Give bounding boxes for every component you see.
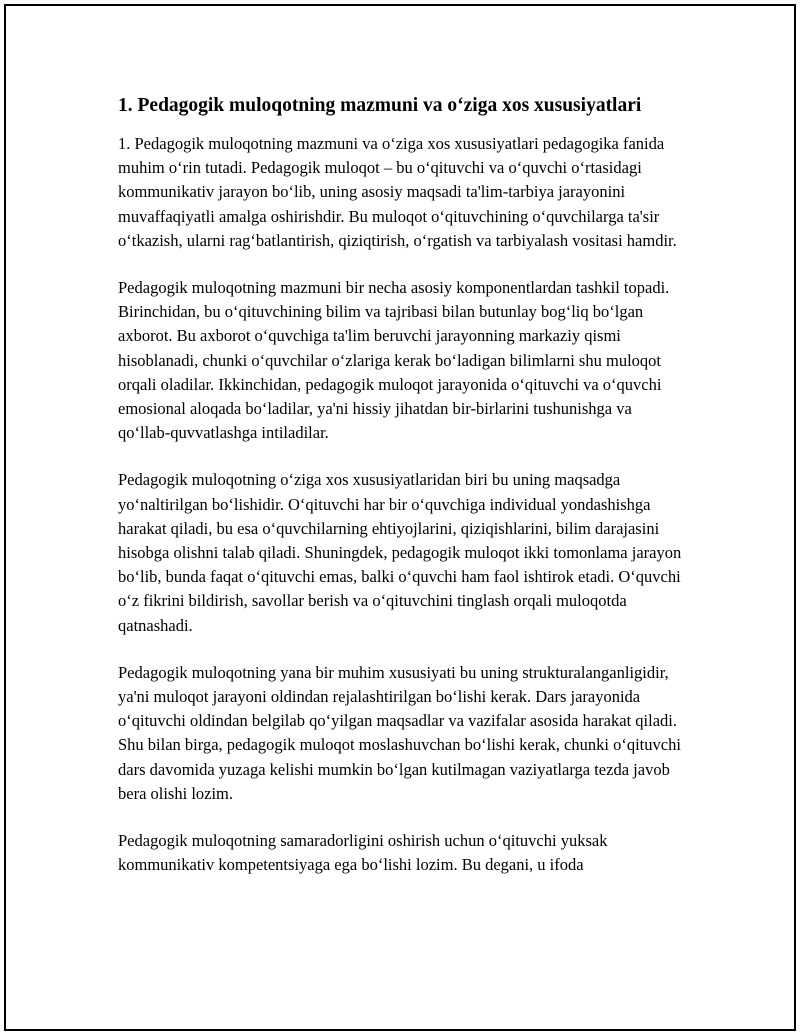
paragraph-2: Pedagogik muloqotning mazmuni bir necha asosiy komponentlardan tashkil topadi. Birinchidan, bu o‘qituvchining bilim va tajribasi bilan butunlay bog‘liq bo‘lgan axborot. Bu axborot o‘quvchiga ta'lim beruvchi jarayonning markaziy qismi hisoblanadi, chunki o‘quvchilar o‘zlariga kerak bo‘ladigan bilimlarni shu muloqot orqali oladilar. Ikkinchidan, pedagogik muloqot jarayonida o‘qituvchi va o‘quvchi emosional aloqada bo‘ladilar, ya'ni hissiy jihatdan bir-birlarini tushunishga va qo‘llab-quvvatlashga intiladilar. xyxy=(118,278,670,443)
paragraph-5: Pedagogik muloqotning samaradorligini oshirish uchun o‘qituvchi yuksak kommunikativ kompetentsiyaga ega bo‘lishi lozim. Bu degani, u ifoda xyxy=(118,831,608,875)
document-body xyxy=(118,92,688,900)
paragraph-4: Pedagogik muloqotning yana bir muhim xususiyati bu uning strukturalanganligidir, ya'ni muloqot jarayoni oldindan rejalashtirilgan bo‘lishi kerak. Dars jarayonida o‘qituvchi oldindan belgilab qo‘yilgan maqsadlar va vazifalar asosida harakat qiladi. Shu bilan birga, pedagogik muloqot moslashuvchan bo‘lishi kerak, chunki o‘qituvchi dars davomida yuzaga kelishi mumkin bo‘lgan kutilmagan vaziyatlarga tezda javob bera olishi lozim. xyxy=(118,662,681,803)
section-title: 1. Pedagogik muloqotning mazmuni va o‘ziga xos xususiyatlari xyxy=(118,95,642,116)
paragraph-1: 1. Pedagogik muloqotning mazmuni va o‘ziga xos xususiyatlari pedagogika fanida muhim o‘rin tutadi. Pedagogik muloqot – bu o‘qituvchi va o‘quvchi o‘rtasidagi kommunikativ jarayon bo‘lib, uning asosiy maqsadi ta'lim-tarbiya jarayonini muvaffaqiyatli amalga oshirishdir. Bu muloqot o‘qituvchining o‘quvchilarga ta'sir o‘tkazish, ularni rag‘batlantirish, qiziqtirish, o‘rgatish va tarbiyalash vositasi hamdir. xyxy=(118,134,677,250)
paragraph-3: Pedagogik muloqotning o‘ziga xos xususiyatlaridan biri bu uning maqsadga yo‘naltirilgan bo‘lishidir. O‘qituvchi har bir o‘quvchiga individual yondashishga harakat qiladi, bu esa o‘quvchilarning ehtiyojlarini, qiziqishlarini, bilim darajasini hisobga olishni talab qiladi. Shuningdek, pedagogik muloqot ikki tomonlama jarayon bo‘lib, bunda faqat o‘qituvchi emas, balki o‘quvchi ham faol ishtirok etadi. O‘quvchi o‘z fikrini bildirish, savollar berish va o‘qituvchini tinglash orqali muloqotda qatnashadi. xyxy=(118,470,682,635)
